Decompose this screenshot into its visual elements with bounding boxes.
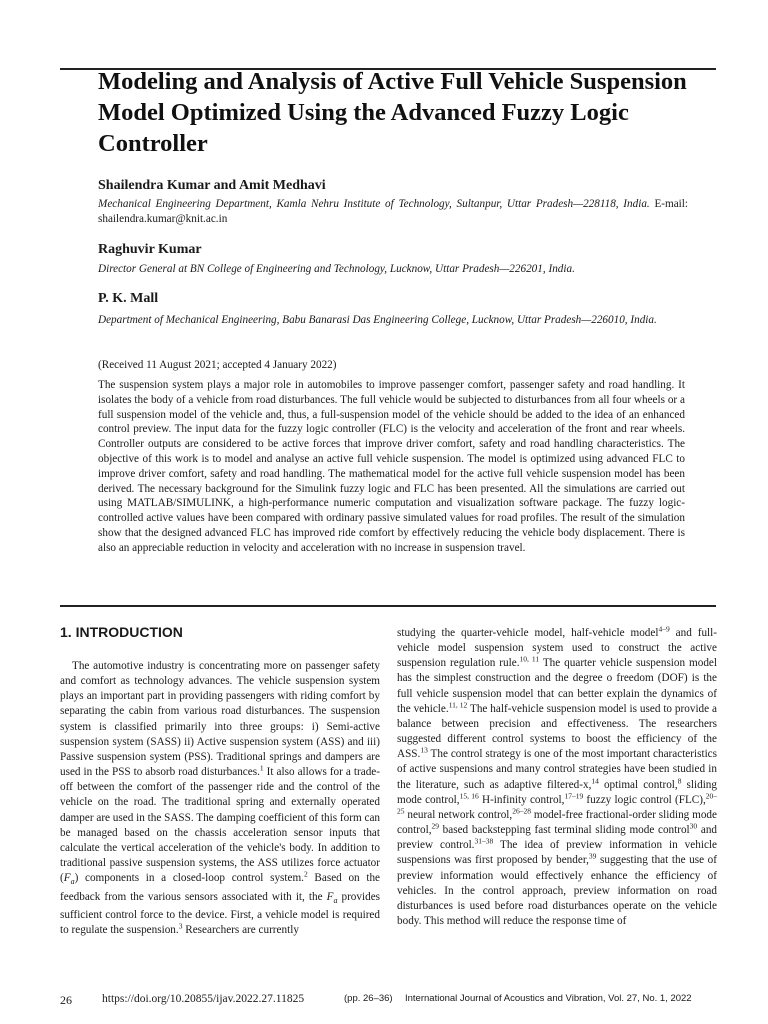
paper-title: Modeling and Analysis of Active Full Vehicle Suspension Model Optimized Using the Advanced Fuzzy Logic Controller: [98, 68, 687, 157]
author-name: P. K. Mall: [98, 291, 159, 306]
author-email[interactable]: E-mail: shailendra.kumar@knit.ac.in: [98, 198, 689, 225]
author-affiliation: Department of Mechanical Engineering, Babu Banarasi Das Engineering College, Lucknow, Uttar Pradesh—226010, India.: [98, 314, 657, 326]
citation[interactable]: 26–28: [512, 806, 531, 816]
citation[interactable]: 15, 16: [459, 790, 479, 800]
citation[interactable]: 11, 12: [448, 700, 468, 710]
citation[interactable]: 29: [431, 821, 439, 831]
section-heading: 1. INTRODUCTION: [60, 624, 183, 640]
citation[interactable]: 13: [420, 745, 428, 755]
doi-link[interactable]: https://doi.org/10.20855/ijav.2022.27.11825: [102, 993, 305, 1005]
citation[interactable]: 1: [259, 763, 264, 773]
received-dates: (Received 11 August 2021; accepted 4 January 2022): [98, 359, 337, 371]
citation[interactable]: 3: [178, 921, 183, 931]
citation[interactable]: 14: [591, 775, 599, 785]
page-number: 26: [60, 993, 72, 1007]
affiliation-text: Mechanical Engineering Department, Kamla Nehru Institute of Technology, Sultanpur, Uttar Pradesh—228118, India.: [98, 198, 650, 210]
author-affiliation: [98, 197, 688, 227]
citation[interactable]: 17–19: [564, 790, 584, 800]
abstract: The suspension system plays a major role in automobiles to improve passenger comfort, passenger safety and road handling. It isolates the body of a vehicle from road disturbances. The full vehicle would be subjected to disturbances from all four wheels or a full suspension model of the vehicle and, thus, a full-suspension model of the vehicle should be added to the idea of an enhanced control preview. The input data for the fuzzy logic controller (FLC) is the velocity and acceleration of the front and rear wheels. Controller outputs are considered to be active forces that improve driver comfort, safety and road handling characteristics. The objective of this work is to model and analyse an active full vehicle suspension. The model is optimized using advanced FLC to improve driver comfort, safety and road handling. The mathematical model for the active full vehicle suspension model has been derived. The necessary background for the Simulink fuzzy logic and FLC has been presented. All the simulations are carried out using MATLAB/SIMULINK, a high-performance numeric computation and visualization software package. The fuzzy logic-controlled active values have been compared with ordinary passive simulated values for road profiles. The result of the simulation show that the designed advanced FLC has improved ride comfort by effectively reducing the vehicle body displacement. There is also an appreciable reduction in velocity and acceleration with no increase in suspension travel.: [98, 379, 685, 554]
page-footer: [60, 993, 716, 1009]
citation[interactable]: 30: [689, 821, 698, 831]
citation[interactable]: 8: [677, 775, 682, 785]
author-name: Raghuvir Kumar: [98, 242, 202, 257]
section-rule: [60, 605, 716, 607]
citation[interactable]: 31–38: [474, 836, 494, 846]
author-affiliation: Director General at BN College of Engineering and Technology, Lucknow, Uttar Pradesh—226201, India.: [98, 263, 575, 275]
citation[interactable]: 10, 11: [519, 654, 540, 664]
intro-column-left: The automotive industry is concentrating more on passenger safety and comfort as technology advances. The vehicle suspension system plays an important part in providing passengers with riding comfort by separating the cabin from various road disturbances. The suspension system is classified primarily into three groups: i) Semi-active suspension system (SASS) ii) Active suspension system (ASS) and iii) Passive suspension system (PSS). Traditional springs and dampers are used in the PSS to absorb road disturbances.$^1$ It also allows for a trade-off between the comfort of the passenger ride and the control of the vehicle on the road. The traditional spring and externally operated damper are used in the SASS. The damping coefficient of this form can be managed based on the chassis acceleration sensor inputs that calculate the vertical acceleration of the vehicle's body. In addition to traditional passive suspension systems, the ASS utilizes force actuator $(F_a)$ components in a closed-loop control system.$^2$ Based on the feedback from the various sensors associated with it, the $F_a$ provides sufficient control force to the device. First, a vehicle model is required to regulate the suspension.$^3$ Researchers are currently: [60, 660, 381, 937]
citation[interactable]: 4–9: [658, 624, 670, 634]
journal-citation: International Journal of Acoustics and Vibration, Vol. 27, No. 1, 2022: [405, 993, 692, 1004]
citation[interactable]: 39: [588, 851, 597, 861]
citation[interactable]: 20–25: [397, 790, 718, 816]
author-name: Shailendra Kumar and Amit Medhavi: [98, 178, 326, 193]
citation[interactable]: 2: [303, 869, 308, 879]
intro-column-right: studying the quarter-vehicle model, half-vehicle model$^{4-9}$ and full-vehicle model suspension system used to construct the active suspension regulation rule.$^{10, 11}$ The quarter vehicle suspension model has the simplest construction and the degree o freedom (DOF) is the full vehicle suspension model that can better explain the dynamics of the vehicle.$^{11, 12}$ The half-vehicle suspension model is used to provide a balance between precision and effectiveness. The researchers suggested different control systems to boost the efficiency of the ASS.$^{13}$ The control strategy is one of the most important characteristics of active suspensions and many control strategies have been studied in the literature, such as adaptive filtered-x,$^{14}$ optimal control,$^8$ sliding mode control,$^{15, 16}$ H-infinity control,$^{17-19}$ fuzzy logic control (FLC),$^{20-25}$ neural network control,$^{26-28}$ model-free fractional-order sliding mode control,$^{29}$ based backstepping fast terminal sliding mode control$^{30}$ and preview control.$^{31-38}$ The idea of preview information in vehicle suspensions was first proposed by bender,$^{39}$ suggesting that the use of preview information would effectively enhance the efficiency of vehicles. In the control approach, preview information on road disturbances is used before road disturbances operate on the vehicle body. This method will reduce the response time of: [397, 624, 718, 927]
page-range: (pp. 26–36): [344, 993, 393, 1004]
